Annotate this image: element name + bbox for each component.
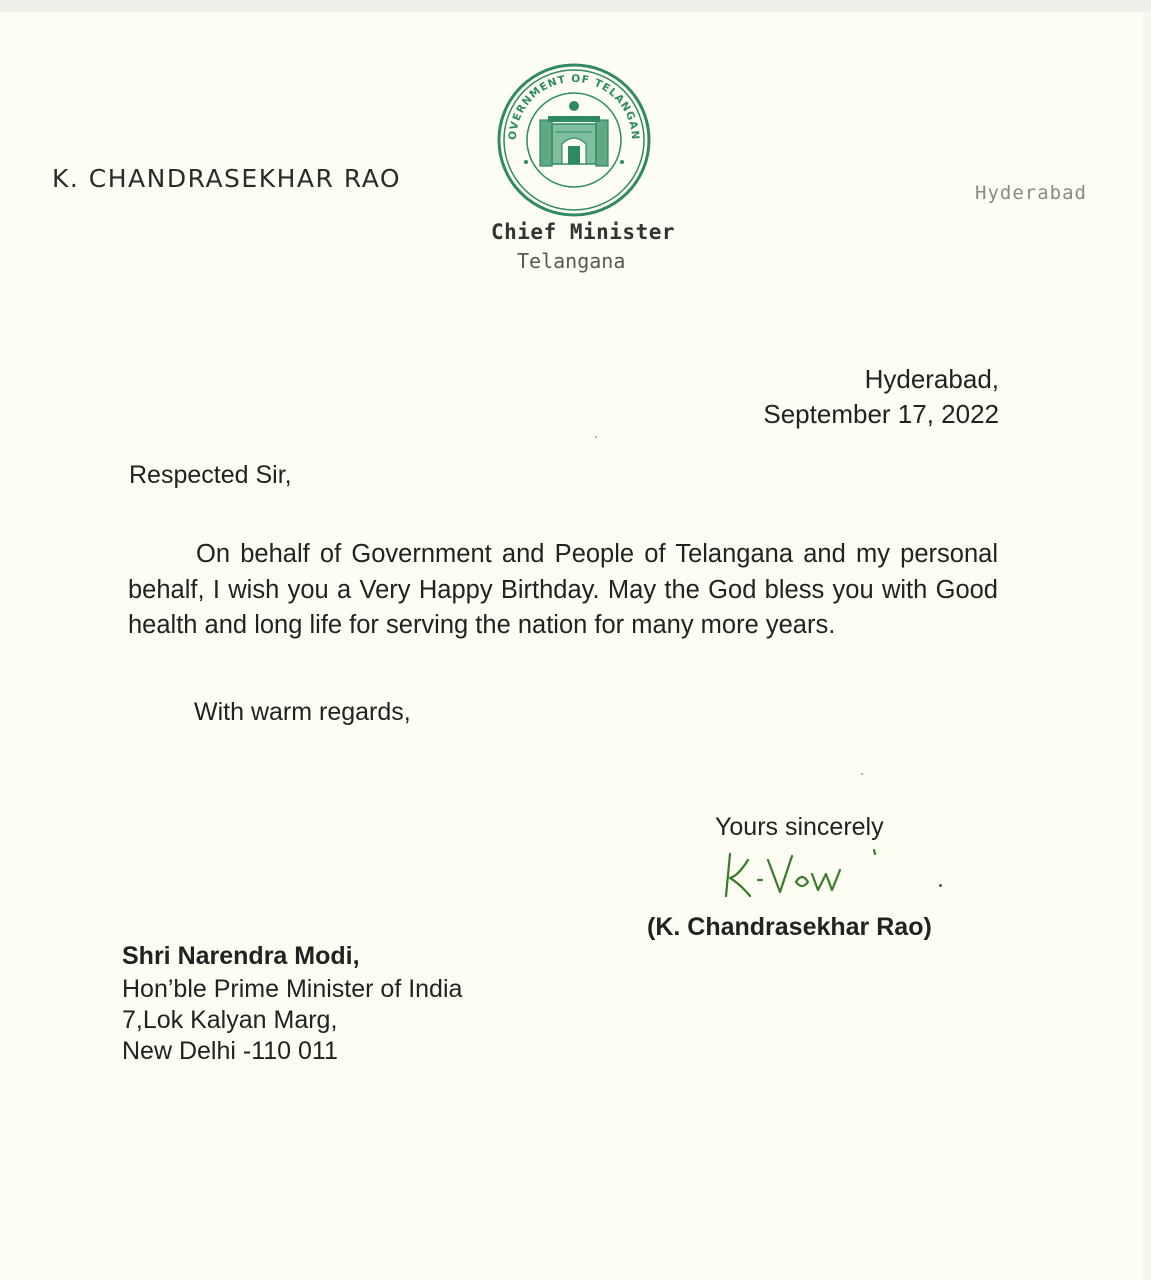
signer-name: (K. Chandrasekhar Rao) — [647, 913, 932, 941]
sign-off: Yours sincerely — [715, 813, 884, 841]
letterhead-office: Chief Minister — [491, 220, 676, 244]
recipient-name: Shri Narendra Modi, — [122, 942, 360, 970]
letterhead-city: Hyderabad — [975, 182, 1087, 204]
date-block — [763, 362, 999, 432]
letter-body: On behalf of Government and People of Telangana and my personal behalf, I wish you a Very Happy Birthday. May the God bless you with Good health and long life for serving the nation for many more years. — [128, 540, 998, 639]
salutation: Respected Sir, — [129, 461, 292, 489]
handwritten-signature — [718, 846, 888, 902]
scan-speck — [939, 884, 942, 887]
letterhead-state: Telangana — [517, 249, 626, 273]
scan-top-strip — [0, 0, 1151, 12]
seal-emblem-icon — [496, 62, 652, 218]
date-place: Hyderabad, — [864, 364, 999, 394]
recipient-designation: Hon’ble Prime Minister of India — [122, 975, 463, 1003]
letterhead-sender-name: K. CHANDRASEKHAR RAO — [52, 164, 402, 193]
svg-text:GOVERNMENT OF TELANGANA: OVERNMENT OF TELANGAN — [506, 72, 642, 141]
government-seal — [496, 62, 652, 218]
recipient-address-line2: New Delhi -110 011 — [122, 1037, 338, 1065]
scan-speck — [595, 436, 597, 438]
closing: With warm regards, — [194, 698, 411, 726]
scan-right-edge — [1143, 12, 1151, 1280]
date-value: September 17, 2022 — [763, 399, 999, 429]
recipient-address-line1: 7,Lok Kalyan Marg, — [122, 1006, 338, 1034]
scan-speck — [861, 773, 863, 775]
signature-icon — [718, 846, 888, 902]
